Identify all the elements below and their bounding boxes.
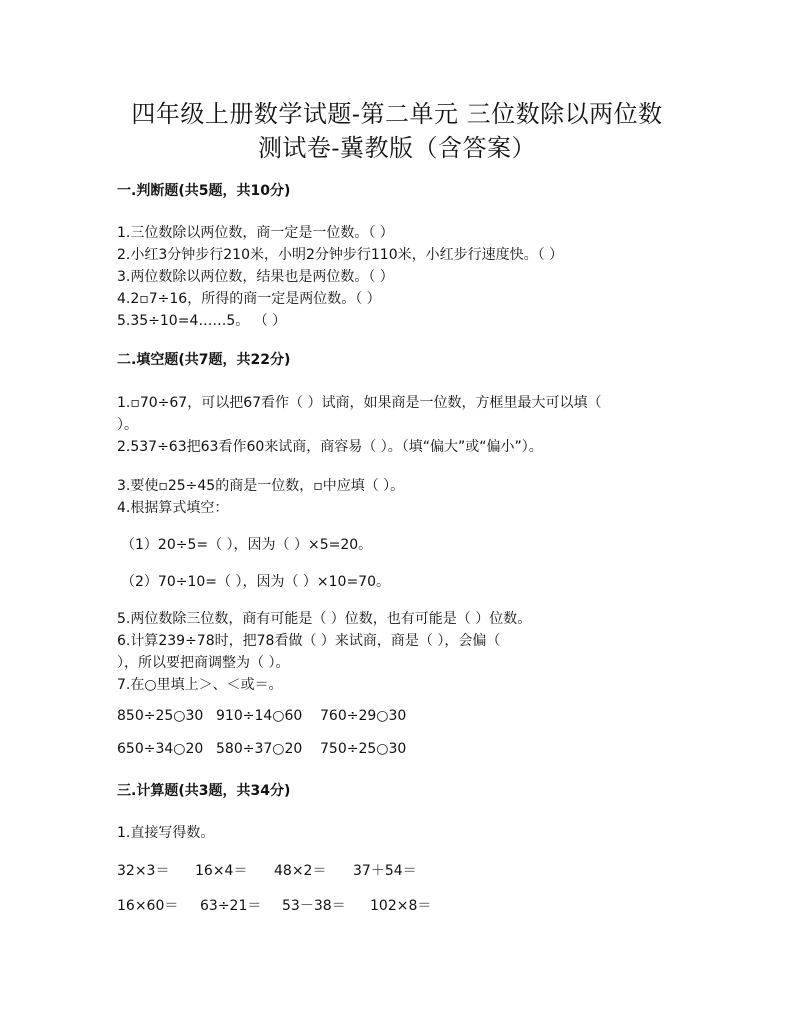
section-2-question-4: 4.根据算式填空： xyxy=(117,500,229,516)
section-3-heading: 三.计算题(共3题，共34分) xyxy=(117,783,291,799)
section-1-question-3: 3.两位数除以两位数，结果也是两位数。（ ） xyxy=(117,269,394,285)
section-2-question-6-line-2: ），所以要把商调整为（ ）。 xyxy=(117,655,290,671)
document-title-line-2: 测试卷-冀教版（含答案） xyxy=(257,134,537,162)
document-title-line-1: 四年级上册数学试题-第二单元 三位数除以两位数 xyxy=(131,100,663,128)
section-2-question-3: 3.要使▫25÷45的商是一位数，▫中应填（ ）。 xyxy=(117,478,405,494)
calc-item: 48×2＝ xyxy=(274,863,327,879)
compare-item: 850÷25○30 xyxy=(117,708,204,724)
section-1-question-4: 4.2▫7÷16，所得的商一定是两位数。（ ） xyxy=(117,291,381,307)
section-2-question-4-sub-1: （1）20÷5=（ ），因为（ ）×5=20。 xyxy=(121,537,373,553)
section-2-question-5: 5.两位数除三位数，商有可能是（ ）位数，也有可能是（ ）位数。 xyxy=(117,611,532,627)
section-2-question-6-line-1: 6.计算239÷78时，把78看做（ ）来试商，商是（ ），会偏（ xyxy=(117,633,501,649)
section-2-question-1-line-1: 1.▫70÷67，可以把67看作（ ）试商，如果商是一位数，方框里最大可以填（ xyxy=(117,395,602,411)
compare-item: 760÷29○30 xyxy=(320,708,407,724)
compare-item: 750÷25○30 xyxy=(320,741,407,757)
calc-item: 63÷21＝ xyxy=(200,898,262,914)
section-1-heading: 一.判断题(共5题，共10分) xyxy=(117,183,291,199)
calc-item: 53－38＝ xyxy=(282,898,346,914)
calc-item: 32×3＝ xyxy=(117,863,170,879)
section-2-question-1-line-2: ）。 xyxy=(117,417,138,433)
section-2-question-2: 2.537÷63把63看作60来试商，商容易（ ）。（填“偏大”或“偏小”）。 xyxy=(117,439,543,455)
section-2-heading: 二.填空题(共7题，共22分) xyxy=(117,352,291,368)
calc-item: 16×60＝ xyxy=(117,898,179,914)
calc-item: 102×8＝ xyxy=(370,898,432,914)
section-1-question-1: 1.三位数除以两位数，商一定是一位数。（ ） xyxy=(117,225,394,241)
calc-item: 37＋54＝ xyxy=(353,863,417,879)
section-2-question-7: 7.在○里填上＞、＜或＝。 xyxy=(117,677,283,693)
calc-item: 16×4＝ xyxy=(195,863,248,879)
compare-item: 910÷14○60 xyxy=(216,708,303,724)
compare-item: 650÷34○20 xyxy=(117,741,204,757)
section-2-question-4-sub-2: （2）70÷10=（ ），因为（ ）×10=70。 xyxy=(121,574,390,590)
section-1-question-5: 5.35÷10=4……5。 （ ） xyxy=(117,313,287,329)
section-3-question-1: 1.直接写得数。 xyxy=(117,825,215,841)
section-1-question-2: 2.小红3分钟步行210米，小明2分钟步行110米，小红步行速度快。（ ） xyxy=(117,247,564,263)
compare-item: 580÷37○20 xyxy=(216,741,303,757)
